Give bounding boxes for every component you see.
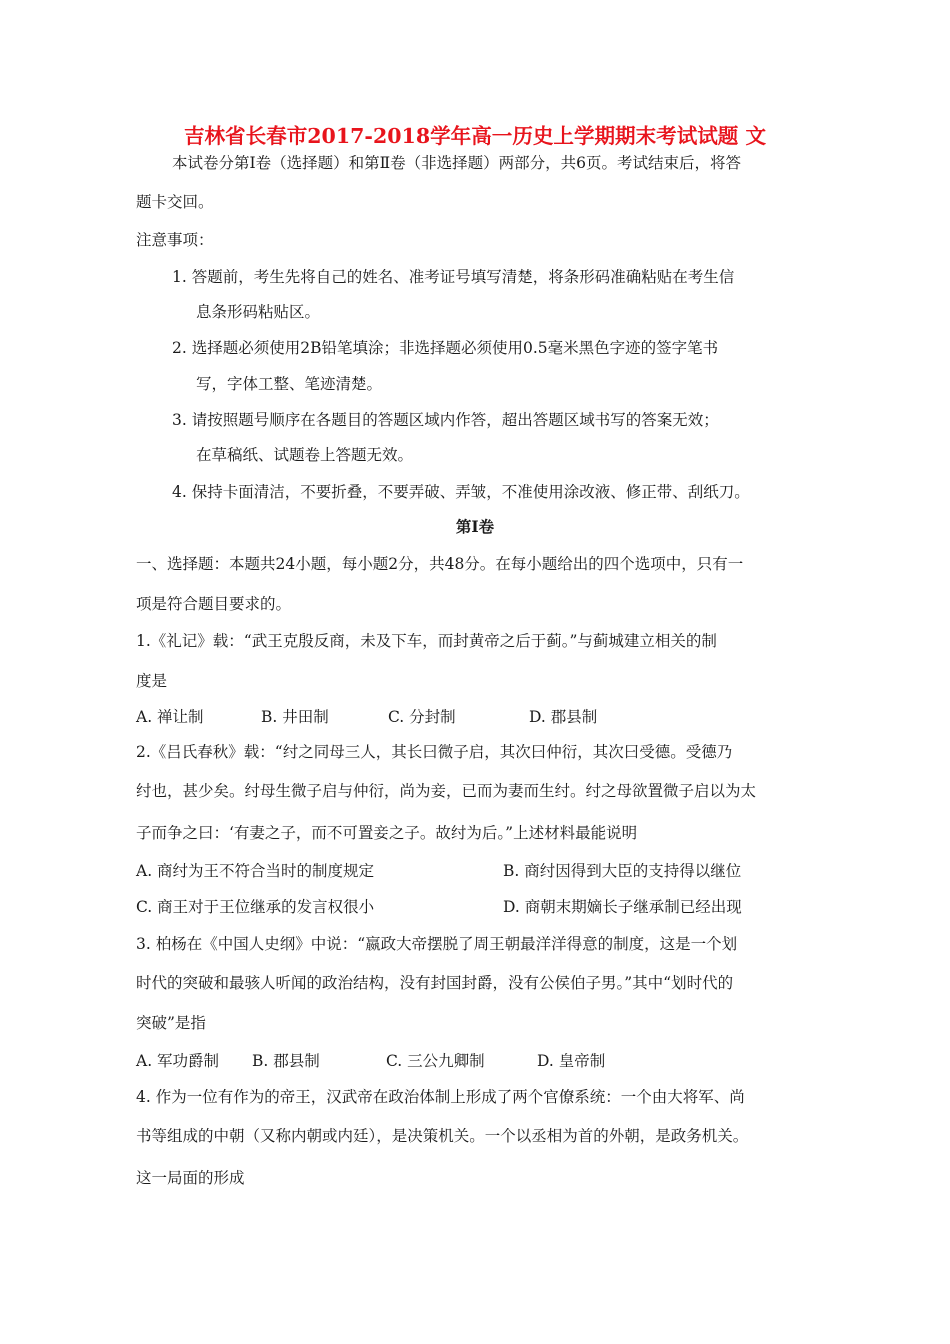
question-3-option-d: D. 皇帝制 bbox=[537, 1052, 606, 1070]
question-1-option-c: C. 分封制 bbox=[388, 708, 456, 726]
question-3-option-b: B. 郡县制 bbox=[252, 1052, 320, 1070]
notice-item-2-line-2: 写，字体工整、笔迹清楚。 bbox=[196, 375, 383, 393]
question-3-option-a: A. 军功爵制 bbox=[136, 1052, 220, 1070]
question-4-line-3: 这一局面的形成 bbox=[136, 1169, 245, 1187]
question-2-line-2: 纣也，甚少矣。纣母生微子启与仲衍，尚为妾，已而为妻而生纣。纣之母欲置微子启以为太 bbox=[136, 782, 757, 800]
part1-line-2: 项是符合题目要求的。 bbox=[136, 595, 292, 613]
question-1-line-1: 1.《礼记》载：“武王克殷反商，未及下车，而封黄帝之后于蓟。”与蓟城建立相关的制 bbox=[136, 632, 717, 650]
question-2-line-3: 子而争之曰：‘有妻之子，而不可置妾之子。故纣为后。”上述材料最能说明 bbox=[136, 824, 638, 842]
notice-item-4-line-1: 4. 保持卡面清洁，不要折叠，不要弄破、弄皱，不准使用涂改液、修正带、刮纸刀。 bbox=[172, 483, 750, 501]
question-2-option-c: C. 商王对于王位继承的发言权很小 bbox=[136, 898, 375, 916]
question-1-option-d: D. 郡县制 bbox=[529, 708, 598, 726]
question-2-option-b: B. 商纣因得到大臣的支持得以继位 bbox=[503, 862, 742, 880]
question-4-line-2: 书等组成的中朝（又称内朝或内廷），是决策机关。一个以丞相为首的外朝，是政务机关。 bbox=[136, 1127, 749, 1145]
part1-line-1: 一、选择题：本题共24小题，每小题2分，共48分。在每小题给出的四个选项中，只有一 bbox=[136, 555, 744, 573]
intro-line-2: 题卡交回。 bbox=[136, 193, 214, 211]
question-1-option-b: B. 井田制 bbox=[261, 708, 329, 726]
notice-item-3-line-1: 3. 请按照题号顺序在各题目的答题区域内作答，超出答题区域书写的答案无效； bbox=[172, 411, 719, 429]
question-3-line-2: 时代的突破和最骇人听闻的政治结构，没有封国封爵，没有公侯伯子男。”其中“划时代的 bbox=[136, 974, 734, 992]
section-title: 第Ⅰ卷 bbox=[455, 517, 495, 536]
notice-item-3-line-2: 在草稿纸、试题卷上答题无效。 bbox=[196, 446, 414, 464]
notice-item-1-line-1: 1. 答题前，考生先将自己的姓名、准考证号填写清楚，将条形码准确粘贴在考生信 bbox=[172, 268, 735, 286]
question-2-option-a: A. 商纣为王不符合当时的制度规定 bbox=[136, 862, 375, 880]
question-3-line-3: 突破”是指 bbox=[136, 1014, 206, 1032]
document-title: 吉林省长春市2017-2018学年高一历史上学期期末考试试题 文 bbox=[183, 124, 767, 148]
question-3-line-1: 3. 柏杨在《中国人史纲》中说：“嬴政大帝摆脱了周王朝最洋洋得意的制度，这是一个划 bbox=[136, 935, 738, 953]
question-2-option-d: D. 商朝末期嫡长子继承制已经出现 bbox=[503, 898, 742, 916]
notice-item-2-line-1: 2. 选择题必须使用2B铅笔填涂；非选择题必须使用0.5毫米黑色字迹的签字笔书 bbox=[172, 339, 719, 357]
intro-line-1: 本试卷分第Ⅰ卷（选择题）和第Ⅱ卷（非选择题）两部分，共6页。考试结束后，将答 bbox=[172, 154, 742, 172]
question-3-option-c: C. 三公九卿制 bbox=[386, 1052, 485, 1070]
question-1-option-a: A. 禅让制 bbox=[136, 708, 204, 726]
notice-heading: 注意事项： bbox=[136, 231, 214, 249]
question-1-line-2: 度是 bbox=[136, 672, 168, 690]
question-2-line-1: 2.《吕氏春秋》载：“纣之同母三人，其长曰微子启，其次曰仲衍，其次曰受德。受德乃 bbox=[136, 743, 733, 761]
question-4-line-1: 4. 作为一位有作为的帝王，汉武帝在政治体制上形成了两个官僚系统：一个由大将军、尚 bbox=[136, 1088, 745, 1106]
notice-item-1-line-2: 息条形码粘贴区。 bbox=[196, 303, 321, 321]
